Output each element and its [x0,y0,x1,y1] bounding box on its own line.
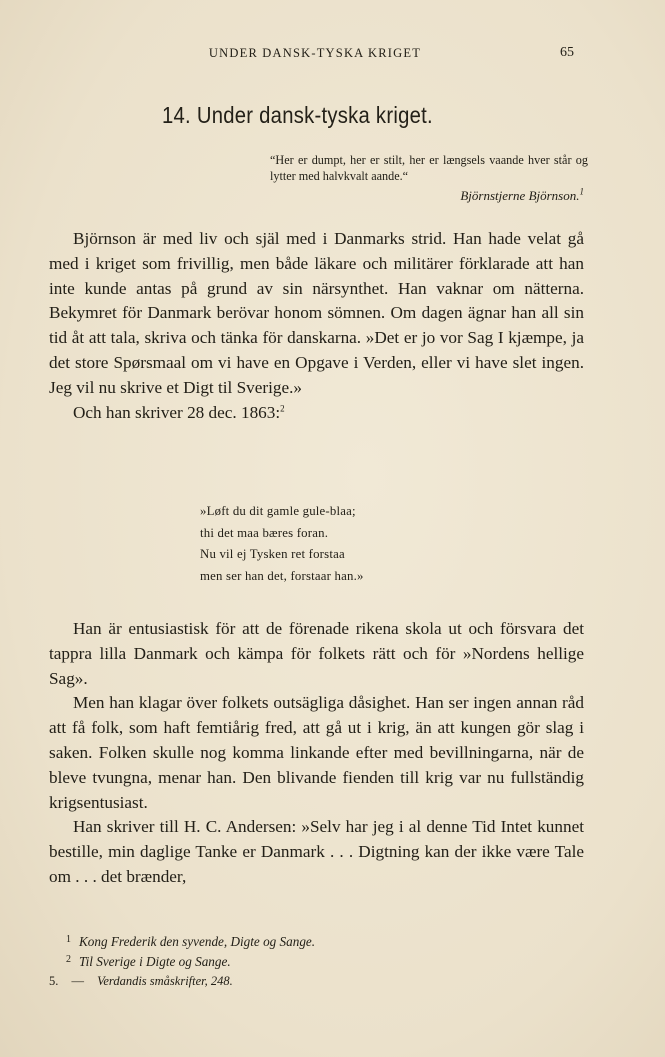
body-text-upper [49,227,584,425]
poem-line: men ser han det, forstaar han.» [200,568,364,583]
signature-series-title: Verdandis småskrifter, 248. [97,974,233,988]
footnote-2-number: 2 [66,954,71,965]
footnotes [66,931,566,971]
paragraph-2-text: Och han skriver 28 dec. 1863: [73,402,281,422]
poem-line: »Løft du dit gamle gule-blaa; [200,504,356,518]
signature-dash: — [71,974,84,988]
poem [200,501,500,587]
footnote-2 [66,951,566,971]
footnote-1-number: 1 [66,934,71,945]
epigraph-attribution [396,188,584,204]
footnote-2-text: Til Sverige i Digte og Sange. [79,954,231,969]
footnote-1 [66,931,566,951]
chapter-title: 14. Under dansk-tyska kriget. [162,102,433,128]
paragraph-4: Men han klagar över folkets outsägliga dåsighet. Han ser ingen annan råd att få folk, som haft femtiårig fred, att gå ut i krig, än att kungen gör slag i saken. Folken skulle nog komma linkande efter med bevillningarna, när de bleve tvungna, menar han. Den blivande fienden till krig var nu fullständig krigsentusiast. [49,693,584,812]
running-head: UNDER DANSK-TYSKA KRIGET [208,46,422,60]
body-text-lower [49,617,584,890]
footnote-ref-2: 2 [280,402,285,413]
epigraph-author: Björnstjerne Björnson. [460,188,580,203]
page-number: 65 [560,45,574,60]
poem-line: thi det maa bæres foran. [200,525,329,540]
paragraph-1: Björnson är med liv och själ med i Danmarks strid. Han hade velat gå med i kriget som frivillig, men både läkare och militärer förklarade att han inte kunde antas på grund av sin närsynthet. Han vaknar om nätterna. Bekymret för Danmark berövar honom sömnen. Om dagen ägnar han all sin tid åt att tala, skriva och tänka för danskarna. »Det er jo vor Sag I kjæmpe, ja det store Spørsmaal om vi have en Opgave i Verden, eller vi have slet ingen. Jeg vil nu skrive et Digt til Sverige.» [49,229,584,397]
footnote-1-text: Kong Frederik den syvende, Digte og Sange. [79,934,316,949]
paragraph-2 [49,401,584,426]
sheet-signature [49,974,233,989]
footnote-ref-1: 1 [579,186,584,197]
epigraph-quote: “Her er dumpt, her er stilt, her er længsels vaande hver står og lytter med halvkvalt aande.“ [270,153,588,183]
paragraph-5: Han skriver till H. C. Andersen: »Selv har jeg i al denne Tid Intet kunnet bestille, min daglige Tanke er Danmark . . . Digtning kan der ikke være Tale om . . . det brænder, [49,817,584,886]
signature-sheet-number: 5. [49,974,59,988]
paragraph-3: Han är entusiastisk för att de förenade rikena skola ut och försvara det tappra lilla Danmark och kämpa för folkets rätt och för »Nordens hellige Sag». [49,619,584,688]
poem-line: Nu vil ej Tysken ret forstaa [200,547,345,561]
